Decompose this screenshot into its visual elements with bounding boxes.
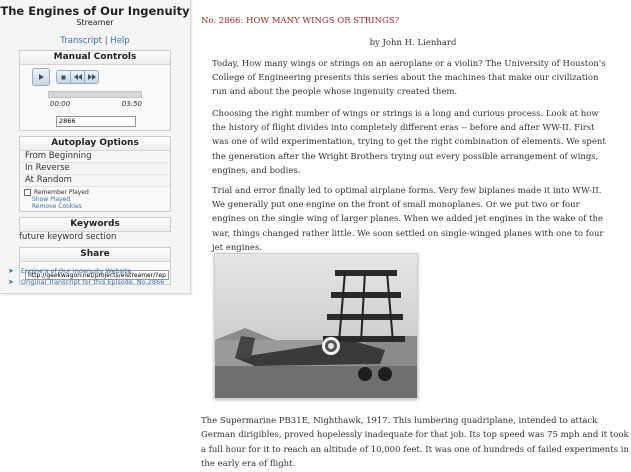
current-time: 00:00 — [50, 100, 71, 108]
transcript-episode-link-label[interactable]: Original Transcript for this Episode. No.2866 — [20, 278, 165, 286]
keywords-panel — [19, 217, 171, 232]
autoplay-in-reverse[interactable]: In Reverse — [20, 163, 170, 175]
rewind-button[interactable] — [71, 71, 85, 83]
play-button[interactable] — [32, 68, 50, 86]
chevron-right-icon: ➤ — [8, 267, 14, 275]
autoplay-options-panel — [19, 136, 171, 212]
fast-forward-button[interactable] — [85, 71, 98, 83]
link-separator: | — [104, 36, 108, 46]
remember-played-checkbox[interactable] — [20, 187, 170, 196]
website-link[interactable] — [0, 266, 190, 277]
autoplay-at-random[interactable]: At Random — [20, 175, 170, 187]
share-heading: Share — [20, 248, 170, 262]
paragraph-trial-error: Trial and error finally led to optimal airplane forms. Very few biplanes made it into WW-II. We generally put one engine on the front of small monoplanes. Or we put two or four engines on the single wing of larger planes. When we added jet engines in the wake of the war, things changed rather little. We soon settled on single-winged planes with one to four jet engines. — [212, 186, 604, 253]
website-link-label[interactable]: Engine's of Our Ingenuity Website. — [20, 267, 134, 275]
external-links — [0, 266, 190, 288]
app-title: The Engines of Our Ingenuity — [0, 4, 190, 18]
checkbox-box[interactable] — [24, 189, 31, 196]
manual-controls-heading: Manual Controls — [20, 51, 170, 65]
stop-icon — [61, 75, 66, 80]
paragraph-intro: Today, How many wings or strings on an aeroplane or a violin? The University of Houston's College of Engineering presents this series about the machines that make our civilization run and about the people whose ingenuity created them. — [212, 59, 606, 98]
quadriplane-photo-icon — [215, 254, 417, 398]
show-played-link[interactable]: Show Played — [32, 195, 71, 203]
rewind-icon — [74, 74, 82, 80]
fast-forward-icon — [88, 74, 96, 80]
photo-caption: The Supermarine PB31E, Nighthawk, 1917. This lumbering quadriplane, intended to attack German dirigibles, proved hopelessly inadequate for that job. Its top speed was 75 mph and it took a full hour for it to reach an altitude of 10,000 feet. It was one of hundreds of failed experiments in the early era of flight. — [201, 416, 629, 470]
transcript-link[interactable]: Transcript — [60, 36, 103, 46]
progress-bar[interactable] — [48, 91, 142, 98]
stop-button[interactable] — [57, 71, 71, 83]
episode-byline: by John H. Lienhard — [369, 38, 457, 48]
chevron-right-icon: ➤ — [8, 278, 14, 286]
autoplay-options-heading: Autoplay Options — [20, 137, 170, 151]
nighthawk-photo — [214, 253, 418, 399]
episode-number-input[interactable] — [56, 116, 136, 127]
app-subtitle: Streamer — [76, 18, 114, 27]
keywords-text: future keyword section — [19, 231, 117, 242]
play-icon — [37, 73, 45, 81]
help-link[interactable]: Help — [110, 36, 130, 46]
keywords-heading: Keywords — [20, 218, 170, 232]
transport-group — [56, 70, 99, 84]
paragraph-eras: Choosing the right number of wings or strings is a long and curious process. Look at how the history of flight divides into completely different eras -- before and after WW-II. First was one of wild experimentation, trying to get the right combination of elements. We spent the generation after the Wright Brothers trying out every possible arrangement of wings, engines, and bodies. — [212, 109, 606, 176]
remove-cookies-link[interactable]: Remove Cookies — [32, 202, 82, 210]
top-links — [0, 36, 190, 46]
app-header — [0, 0, 190, 27]
autoplay-from-beginning[interactable]: From Beginning — [20, 151, 170, 163]
time-display — [50, 100, 142, 108]
transcript-episode-link[interactable] — [0, 277, 190, 288]
remember-played-label: Remember Played — [34, 188, 89, 196]
episode-title: No. 2866: HOW MANY WINGS OR STRINGS? — [201, 16, 400, 26]
manual-controls-panel — [19, 50, 171, 131]
total-time: 03:50 — [121, 100, 142, 108]
streamer-sidebar — [0, 0, 191, 294]
player-buttons — [20, 65, 170, 88]
